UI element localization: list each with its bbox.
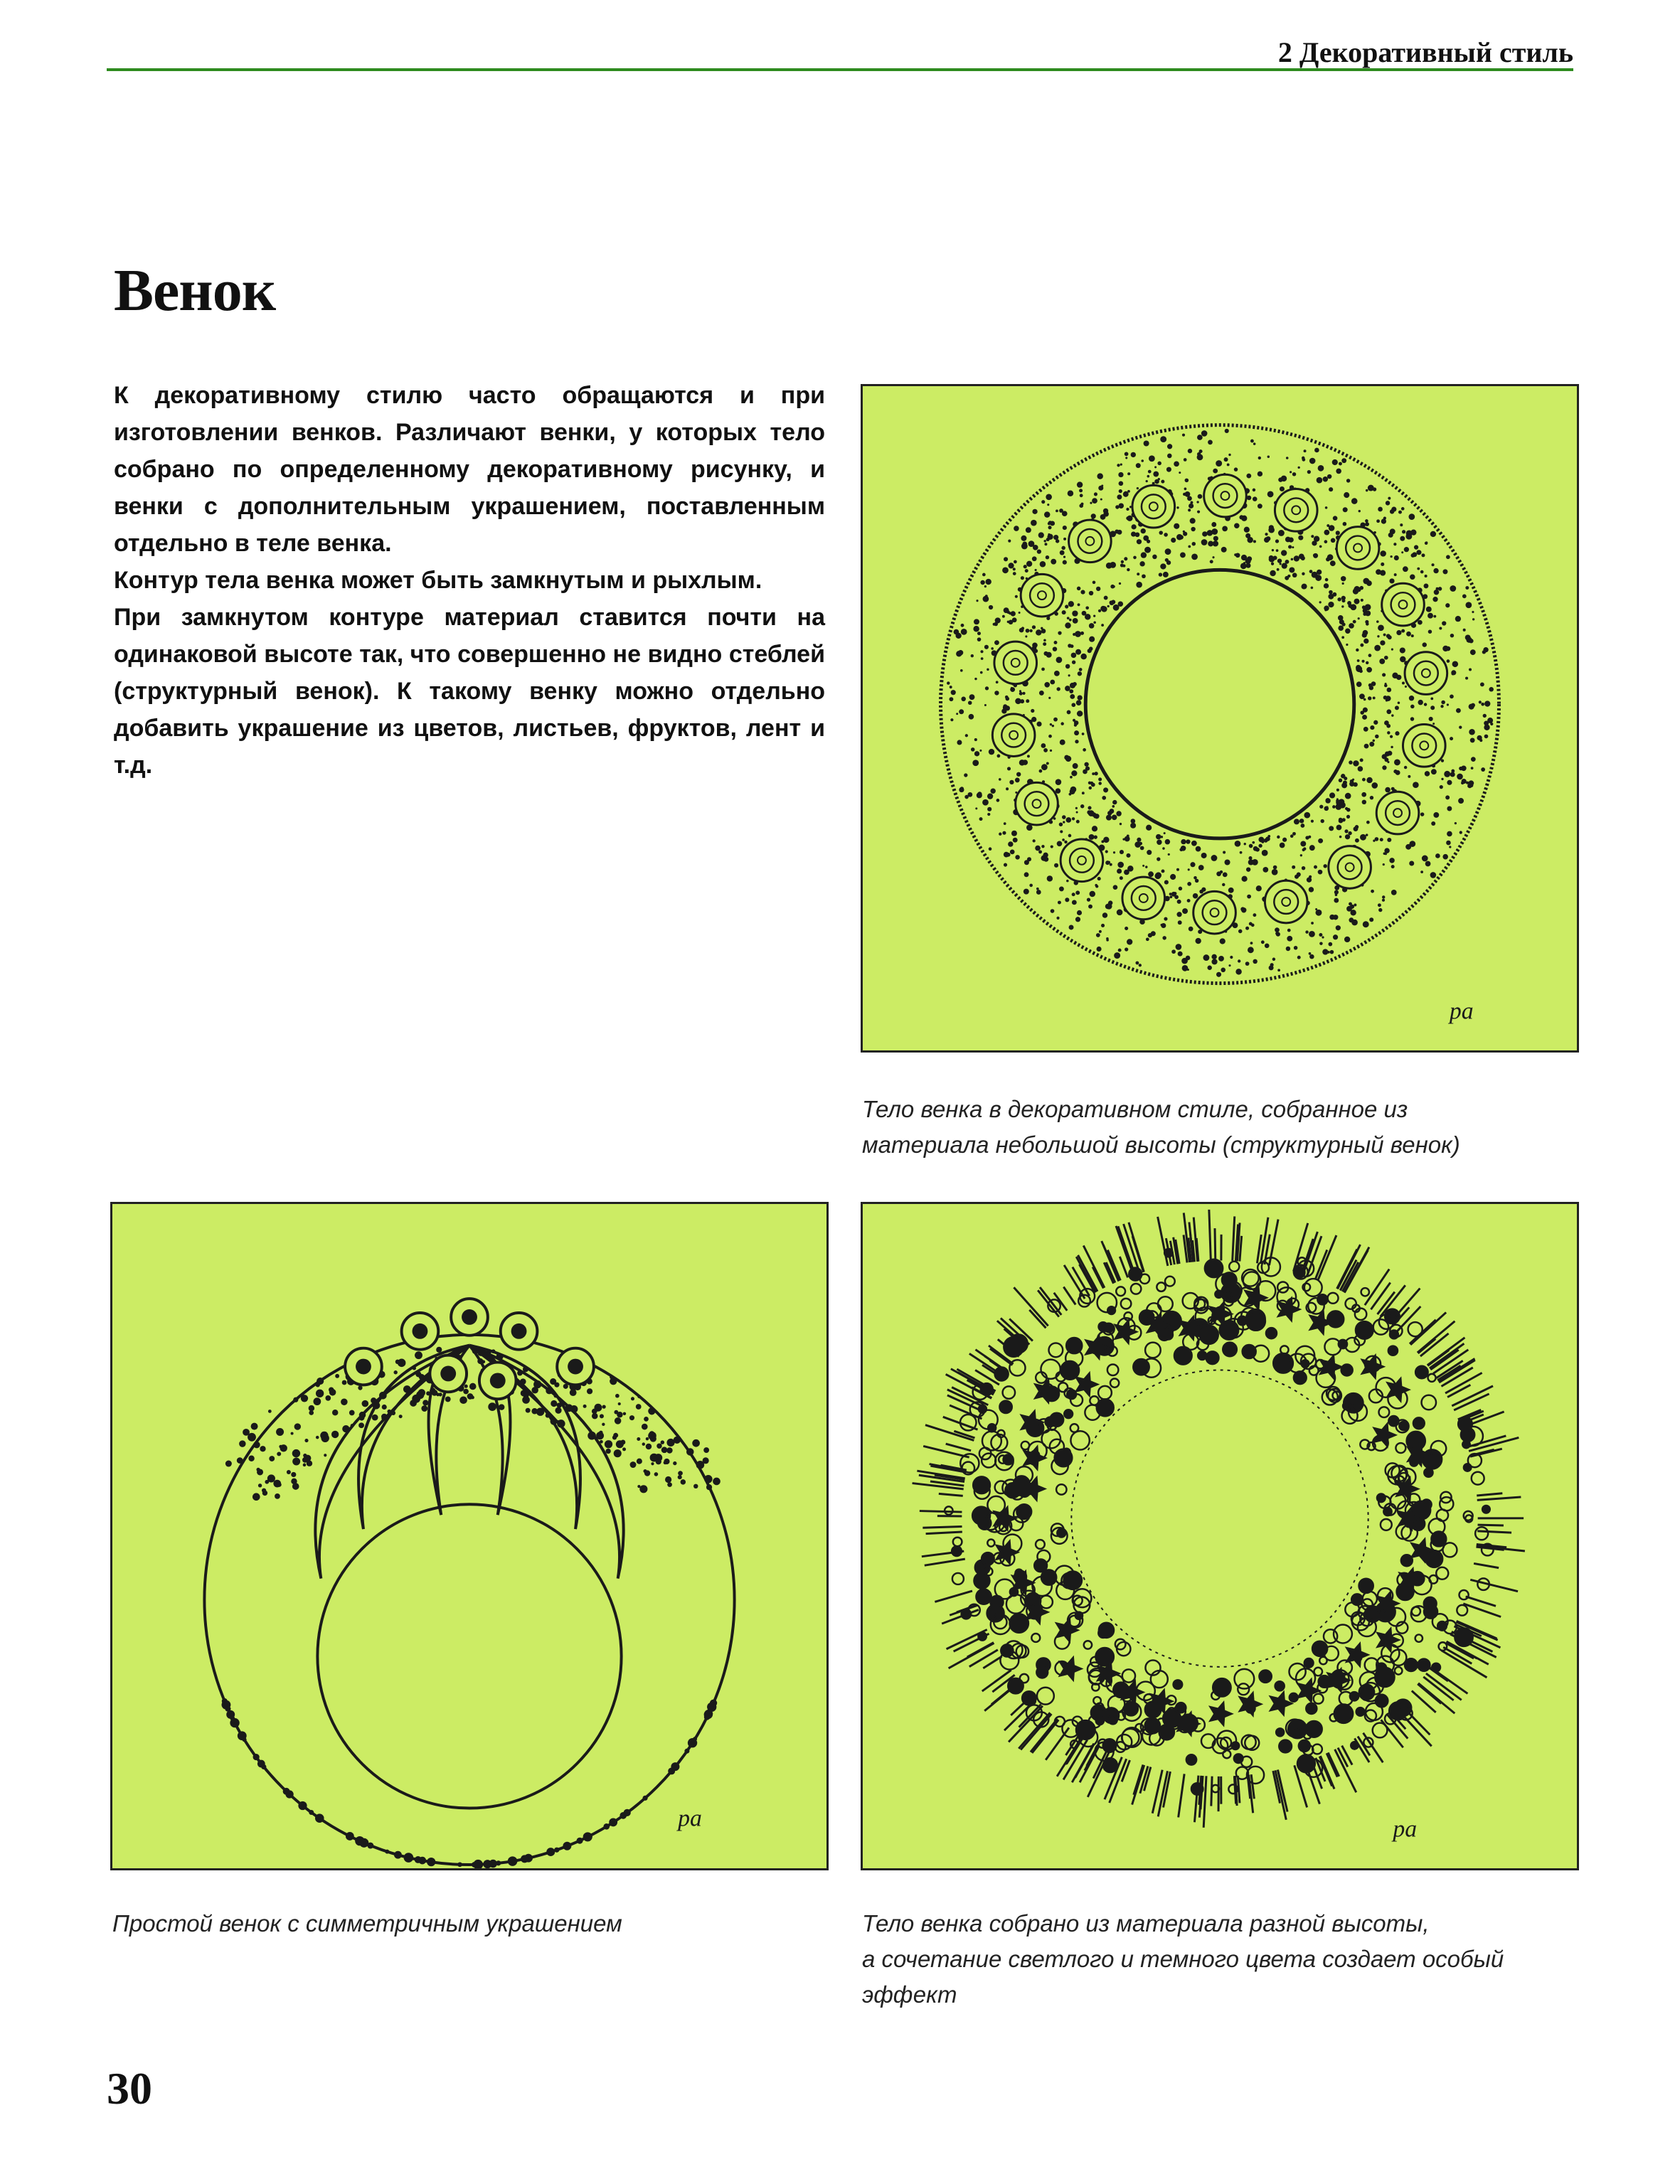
header-rule bbox=[107, 68, 1573, 71]
page-title: Венок bbox=[114, 257, 276, 324]
body-paragraph: К декоративному стилю часто обращаются и при изготовлении венков. Различают венки, у которых тело собрано по определенному декоративному рисунку, и венки с дополнительным украшением, поставленным отдельно в теле венка. bbox=[114, 382, 825, 557]
figure-structural-wreath bbox=[861, 384, 1579, 1053]
artist-signature: pa bbox=[1449, 998, 1474, 1025]
artist-signature: pa bbox=[1393, 1816, 1418, 1843]
caption-line: Тело венка в декоративном стиле, собранное из bbox=[862, 1096, 1408, 1122]
wreath-illustration-simple bbox=[112, 1204, 826, 1868]
chapter-header: 2 Декоративный стиль bbox=[1277, 36, 1573, 68]
body-text bbox=[114, 377, 825, 784]
caption-line: Тело венка собрано из материала разной высоты, bbox=[862, 1910, 1430, 1937]
page-number: 30 bbox=[107, 2063, 152, 2114]
figure-loose-wreath bbox=[861, 1202, 1579, 1870]
artist-signature: pa bbox=[678, 1805, 702, 1832]
body-paragraph: Контур тела венка может быть замкнутым и рыхлым. bbox=[114, 567, 762, 594]
caption-line: Простой венок с симметричным украшением bbox=[112, 1910, 622, 1937]
caption-line: эффект bbox=[862, 1981, 957, 2008]
figure-caption bbox=[862, 1092, 1460, 1163]
wreath-illustration-loose bbox=[863, 1204, 1577, 1868]
wreath-illustration-structural bbox=[863, 386, 1577, 1050]
body-paragraph: При замкнутом контуре материал ставится почти на одинаковой высоте так, что совершенно не видно стеблей (структурный венок). К такому венку можно отдельно добавить украшение из цветов, листьев, фруктов, лент и т.д. bbox=[114, 604, 825, 779]
figure-simple-wreath bbox=[110, 1202, 829, 1870]
figure-caption bbox=[862, 1906, 1504, 2013]
caption-line: а сочетание светлого и темного цвета создает особый bbox=[862, 1946, 1504, 1972]
figure-caption bbox=[112, 1906, 622, 1941]
caption-line: материала небольшой высоты (структурный венок) bbox=[862, 1131, 1460, 1158]
